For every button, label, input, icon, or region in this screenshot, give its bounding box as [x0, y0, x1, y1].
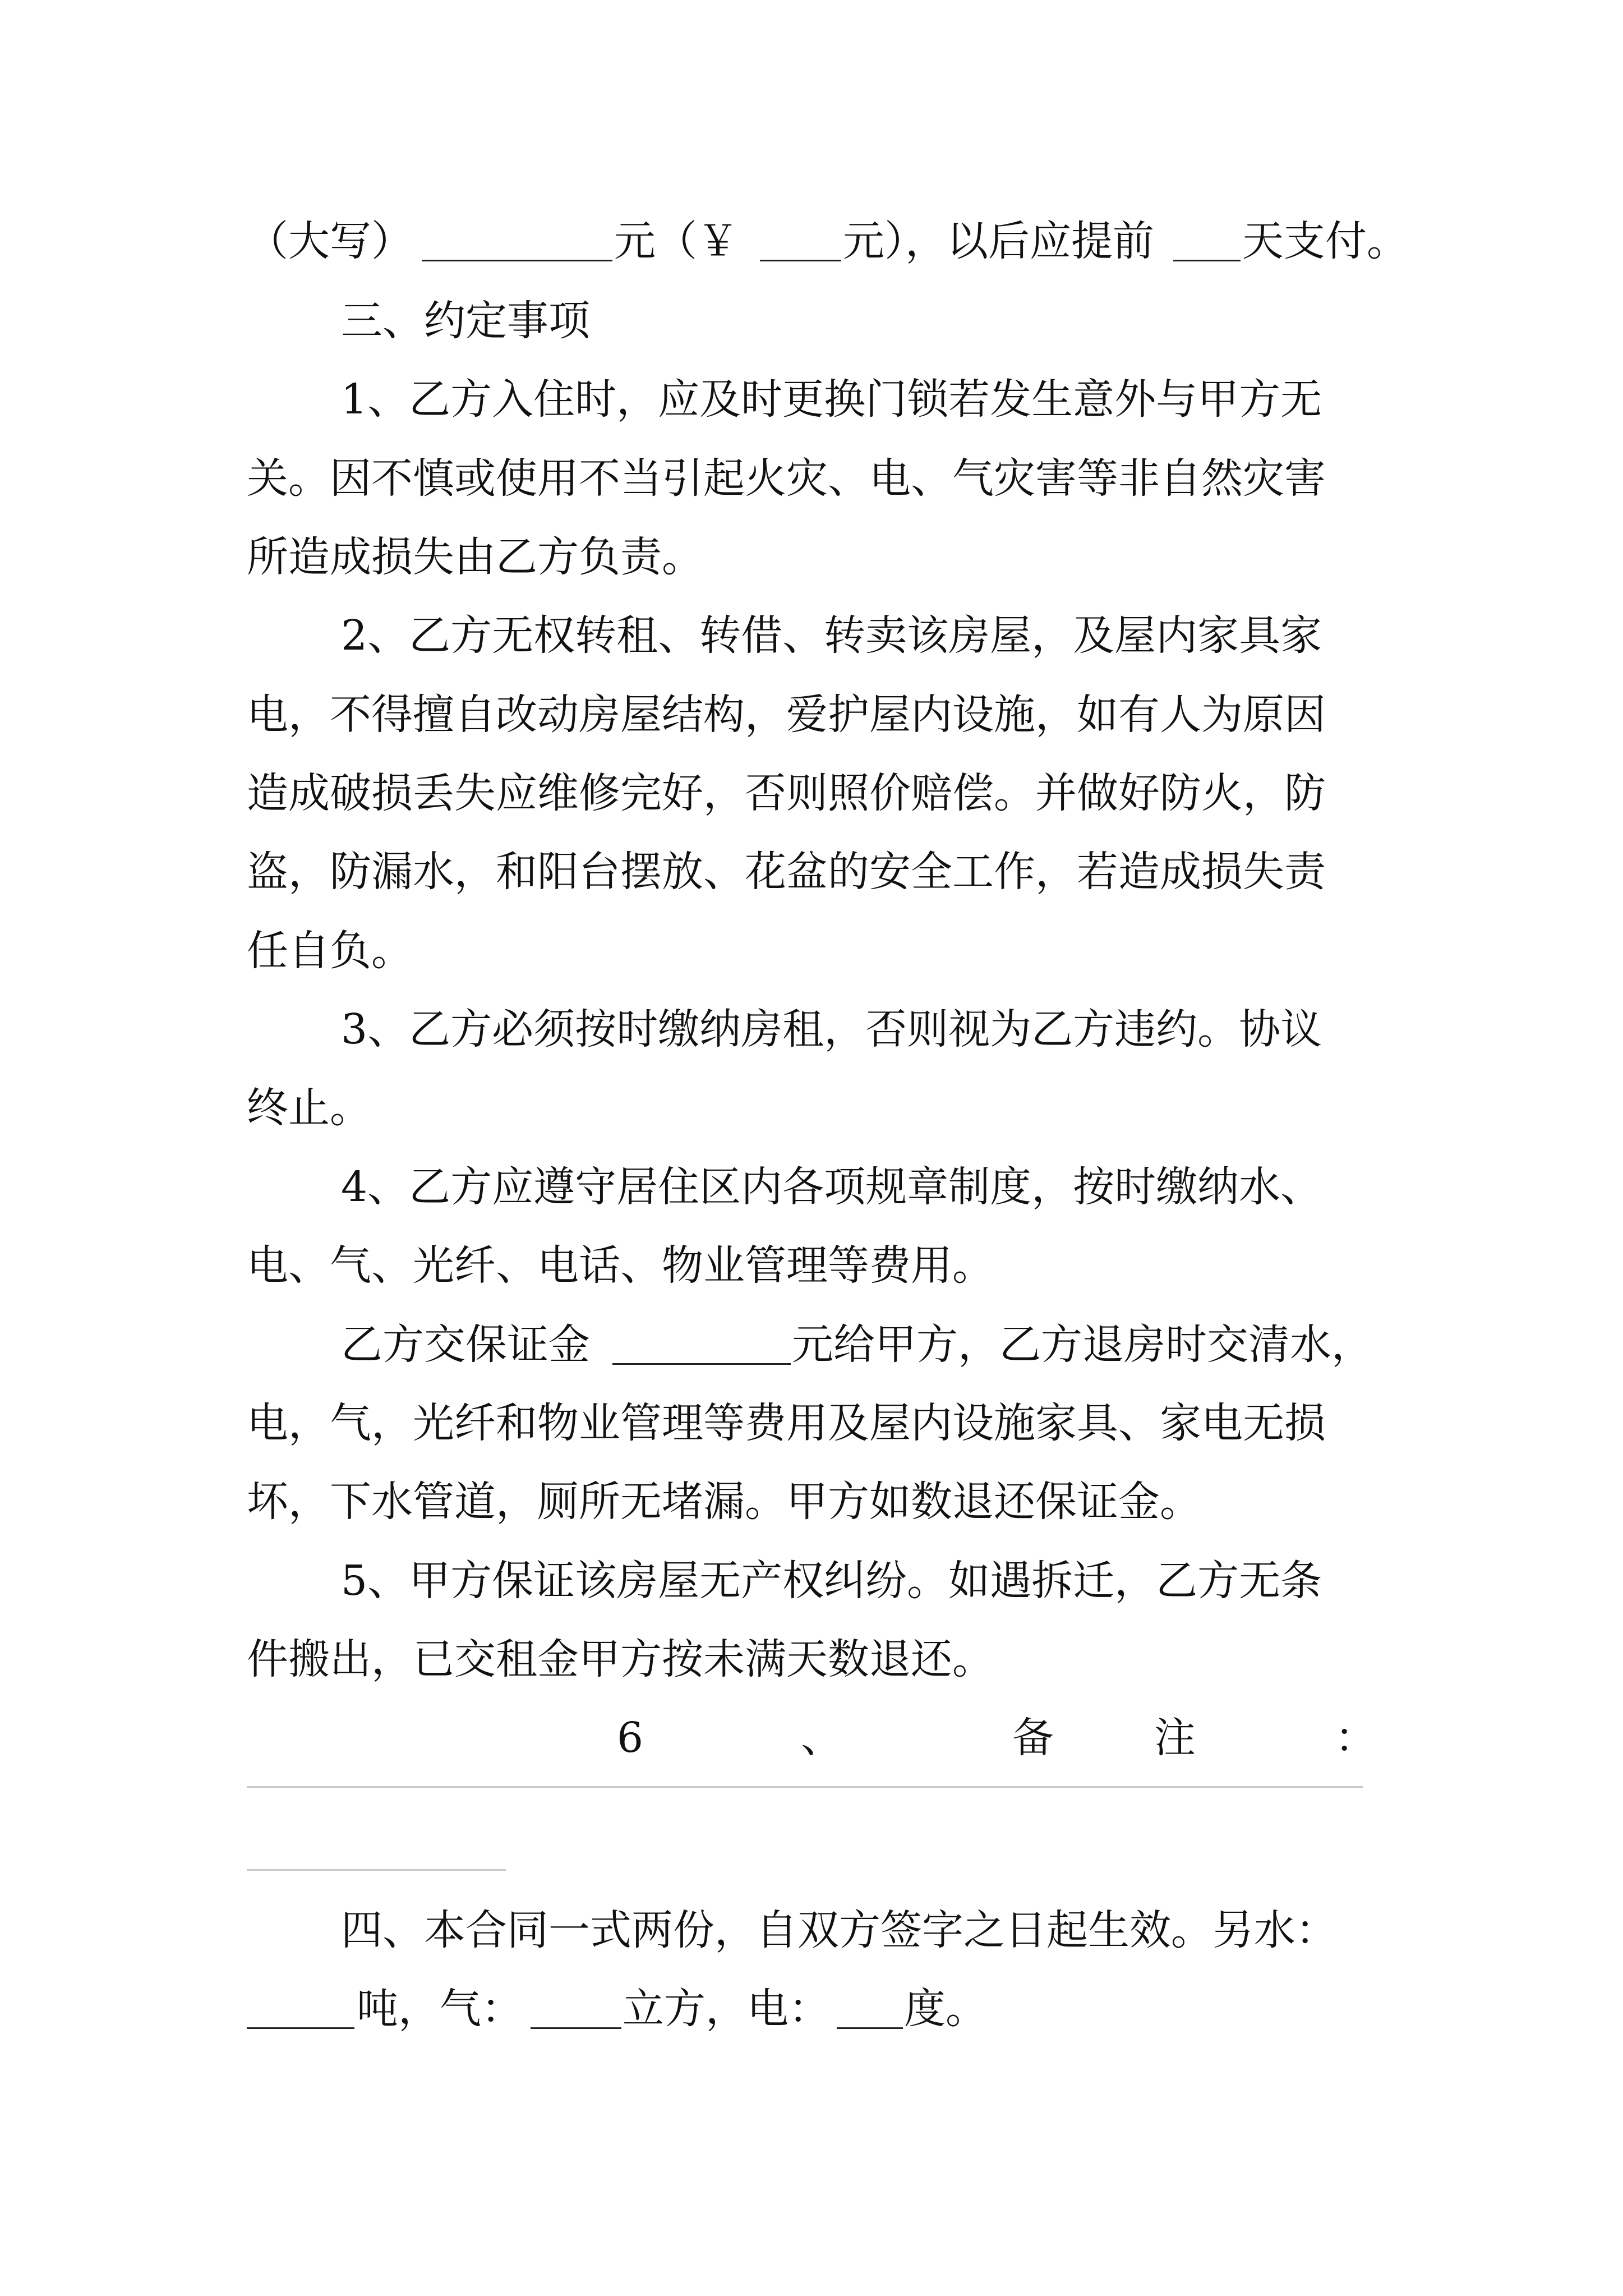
item-5-line-2	[0, 1617, 1623, 1701]
remarks-number: 6	[617, 1714, 644, 1762]
remarks-separator: 、	[801, 1714, 842, 1762]
deposit-line-2	[0, 1381, 1623, 1465]
item-1-line-1	[0, 357, 1623, 441]
deposit-text: 元给甲方，乙方退房时交清水，	[792, 1320, 1373, 1369]
item-4-text: 电、气、光纤、电话、物业管理等费用。	[247, 1241, 994, 1290]
deposit-label: 乙方交保证金	[341, 1320, 590, 1369]
remarks-rule-2	[247, 1869, 506, 1871]
item-3-text: 终止。	[247, 1084, 371, 1132]
item-2-line-2	[0, 673, 1623, 757]
item-1-text: 所造成损失由乙方负责。	[247, 533, 703, 581]
numeric-amount-blank	[760, 260, 841, 261]
payment-line	[0, 199, 1623, 283]
item-2-line-1	[0, 593, 1623, 678]
section-4-line-1	[0, 1888, 1623, 1972]
item-1-line-3	[0, 515, 1623, 599]
remarks-line	[0, 1696, 1623, 1780]
section-3-line	[0, 279, 1623, 363]
item-1-line-2	[0, 436, 1623, 521]
electricity-blank	[837, 2027, 903, 2029]
item-2-line-3	[0, 751, 1623, 835]
yuan-label: 元（￥	[614, 217, 739, 265]
item-4-line-2	[0, 1223, 1623, 1308]
item-3-line-1	[0, 987, 1623, 1071]
remarks-colon: ：	[1335, 1714, 1376, 1762]
gas-blank	[531, 2027, 621, 2029]
item-3-line-2	[0, 1066, 1623, 1150]
days-blank	[1173, 260, 1241, 261]
item-2-line-4	[0, 830, 1623, 914]
item-1-text: 关。因不慎或使用不当引起火灾、电、气灾害等非自然灾害	[247, 454, 1326, 503]
item-5-text: 件搬出，已交租金甲方按未满天数退还。	[247, 1635, 994, 1683]
uppercase-amount-label: （大写）	[247, 217, 413, 265]
water-unit-label: 吨，气：	[357, 1985, 523, 2033]
item-4-line-1	[0, 1145, 1623, 1229]
deposit-text: 坏，下水管道，厕所无堵漏。甲方如数退还保证金。	[247, 1478, 1201, 1526]
deposit-line-3	[0, 1460, 1623, 1544]
item-2-text: 电，不得擅自改动房屋结构，爱护屋内设施，如有人为原因	[247, 691, 1326, 739]
electricity-unit-label: 度。	[904, 1985, 987, 2033]
deposit-line	[0, 1303, 1623, 1387]
section-3-title: 三、约定事项	[341, 297, 590, 345]
remarks-char-2: 注	[1154, 1714, 1196, 1762]
deposit-text: 电，气，光纤和物业管理等费用及屋内设施家具、家电无损	[247, 1399, 1326, 1447]
item-5-text: 5、甲方保证该房屋无产权纠纷。如遇拆迁，乙方无条	[341, 1557, 1322, 1605]
item-2-text: 盗，防漏水，和阳台摆放、花盆的安全工作，若造成损失责	[247, 848, 1326, 896]
item-4-text: 4、乙方应遵守居住区内各项规章制度，按时缴纳水、	[341, 1163, 1322, 1211]
section-4-text: 四、本合同一式两份，自双方签字之日起生效。另水：	[341, 1906, 1337, 1954]
pay-label: 天支付。	[1242, 217, 1408, 265]
water-blank	[247, 2027, 354, 2029]
remarks-rule-1	[247, 1786, 1363, 1788]
uppercase-amount-blank	[422, 260, 612, 261]
deposit-amount-blank	[612, 1363, 791, 1365]
item-5-line-1	[0, 1539, 1623, 1623]
remarks-char-1: 备	[1012, 1714, 1054, 1762]
item-1-text: 1、乙方入住时，应及时更换门锁若发生意外与甲方无	[341, 375, 1322, 424]
item-2-text: 任自负。	[247, 927, 413, 975]
item-2-text: 2、乙方无权转租、转借、转卖该房屋，及屋内家具家	[341, 611, 1322, 660]
utilities-line	[0, 1967, 1623, 2051]
item-2-text: 造成破损丢失应维修完好，否则照价赔偿。并做好防火，防	[247, 769, 1326, 817]
gas-unit-label: 立方，电：	[623, 1985, 830, 2033]
advance-label: 元），以后应提前	[843, 217, 1154, 265]
item-2-line-5	[0, 909, 1623, 993]
item-3-text: 3、乙方必须按时缴纳房租，否则视为乙方违约。协议	[341, 1005, 1322, 1053]
